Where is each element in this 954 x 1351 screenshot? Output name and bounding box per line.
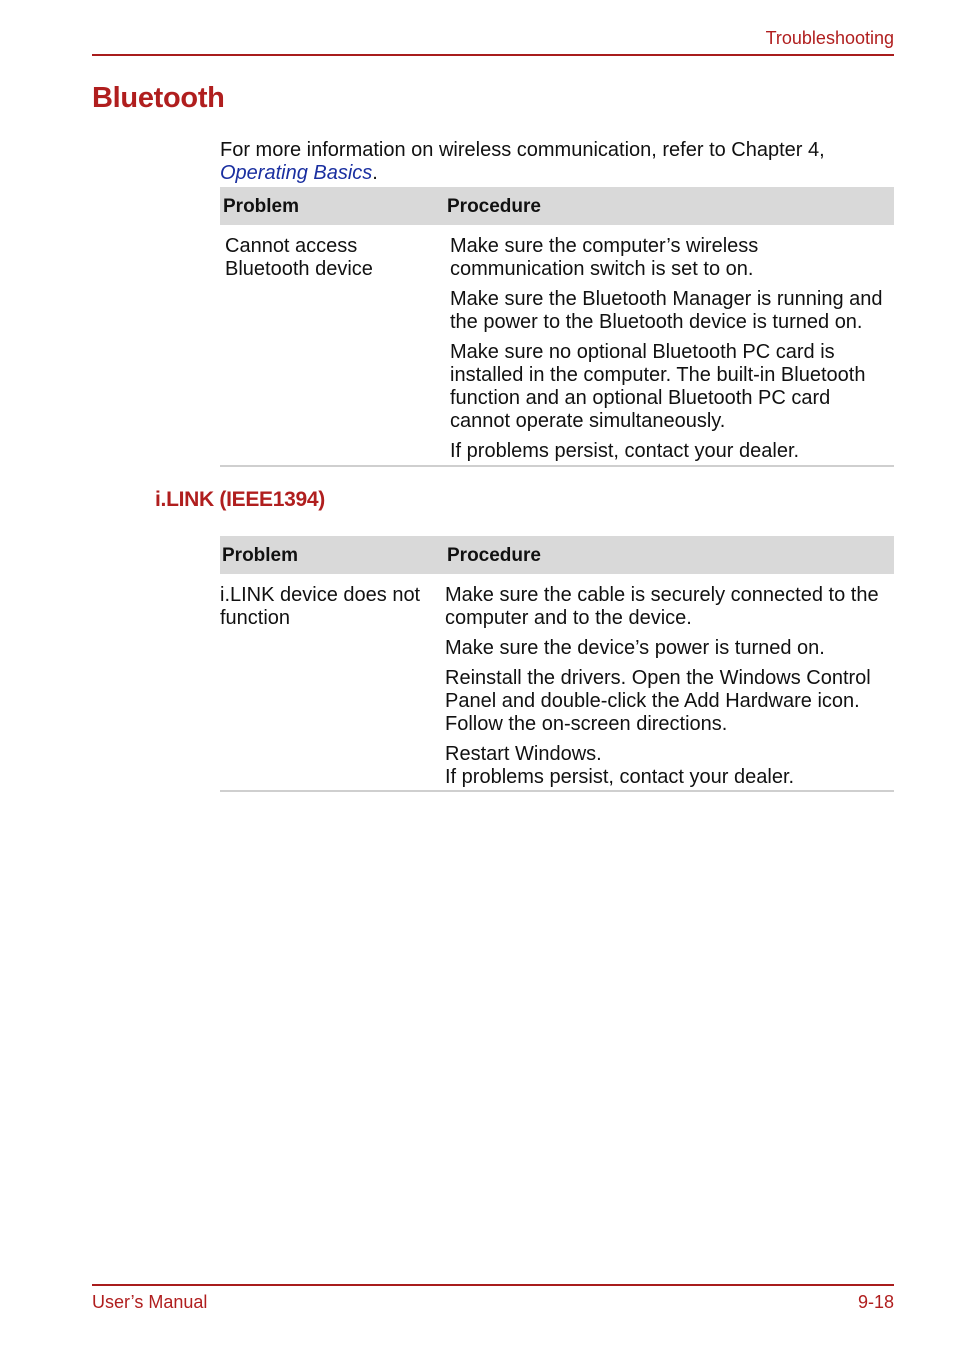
procedure-step: Make sure the device’s power is turned on. [445, 637, 825, 659]
footer-manual-title: User’s Manual [92, 1292, 208, 1312]
bluetooth-table [220, 187, 894, 467]
intro-text: For more information on wireless communication, refer to Chapter 4, [220, 139, 825, 161]
procedure-step: Make sure the cable is securely connected to the computer and to the device. [445, 584, 879, 629]
table-header [220, 187, 894, 225]
procedure-step: If problems persist, contact your dealer. [450, 440, 800, 462]
header-section-title: Troubleshooting [765, 28, 894, 48]
page-number: 9-18 [857, 1292, 894, 1312]
problem-line: Bluetooth device [225, 258, 373, 280]
procedure-cell [450, 235, 894, 470]
footer-rule [92, 1284, 894, 1286]
procedure-step: Reinstall the drivers. Open the Windows Control Panel and double-click the Add Hardware icon. Follow the on-screen directions. [445, 667, 871, 735]
column-header-problem: Problem [222, 545, 299, 566]
problem-line: i.LINK device does not [220, 584, 421, 606]
problem-line: Cannot access [225, 235, 358, 257]
intro-trail: . [372, 162, 378, 184]
ilink-heading: i.LINK (IEEE1394) [155, 488, 325, 511]
table-row [220, 574, 894, 792]
header-rule [92, 54, 894, 56]
column-header-problem: Problem [223, 196, 300, 217]
intro-paragraph [220, 139, 894, 185]
problem-line: function [220, 607, 291, 629]
column-header-procedure: Procedure [447, 196, 541, 217]
operating-basics-link[interactable]: Operating Basics [220, 162, 373, 184]
procedure-step: Make sure the computer’s wireless communication switch is set to on. [450, 235, 759, 280]
procedure-step: Make sure the Bluetooth Manager is running and the power to the Bluetooth device is turned on. [450, 288, 883, 333]
page-title: Bluetooth [92, 82, 225, 114]
ilink-table [220, 536, 894, 792]
table-row [220, 225, 894, 467]
problem-cell [220, 584, 420, 630]
procedure-step: Restart Windows. If problems persist, contact your dealer. [445, 743, 795, 788]
table-header [220, 536, 894, 574]
column-header-procedure: Procedure [447, 545, 541, 566]
problem-cell [225, 235, 373, 281]
procedure-step: Make sure no optional Bluetooth PC card is installed in the computer. The built-in Bluetooth function and an optional Bluetooth PC card cannot operate simultaneously. [450, 341, 866, 432]
procedure-cell [445, 584, 894, 796]
